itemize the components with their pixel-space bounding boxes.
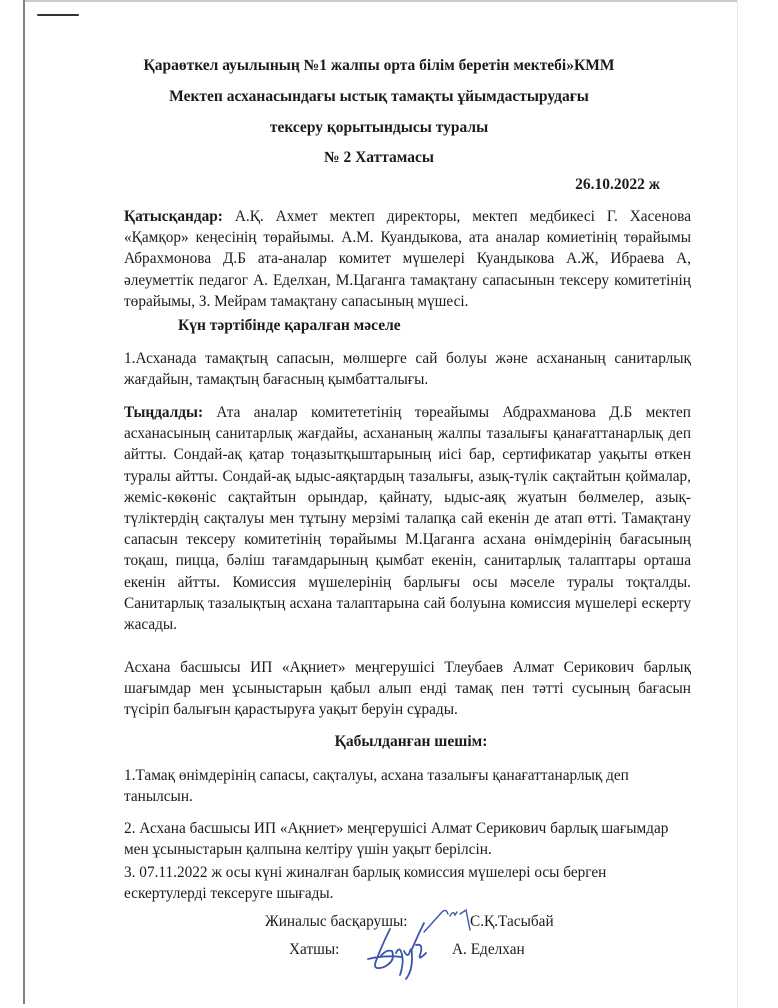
decision-item-1: 1.Тамақ өнімдерінің сапасы, сақталуы, асхана тазалығы қанағаттанарлық деп танылсын. — [124, 767, 629, 806]
agenda-item: 1.Асханада тамақтың сапасын, мөлшерге сай болуы және асхананың санитарлық жағдайын, тамақтың бағасның қымбатталығы. — [124, 350, 691, 389]
secretary-name: А. Еделхан — [452, 941, 525, 958]
document-date: 26.10.2022 ж — [575, 176, 660, 193]
subject-heading: Мектеп асханасындағы ыстық тамақты ұйымдастырудағы — [169, 88, 589, 105]
subject-heading-cont: тексеру қорытындысы туралы — [269, 119, 489, 136]
heard-text: Ата аналар комитететінің төреайымы Абдрахманова Д.Б мектеп асханасының санитарлық жағдайы, асхананың жалпы тазалығы қанағаттанарлық деп айтты. Сондай-ақ қатар тоңазытқыштарының иісі бар, сертификатар уақыты өткен туралы айтты. Сондай-ақ ыдыс-аяқтардың тазалығы, азық-түлік сақтайтын қоймалар, жеміс-көкөніс сақтайтын орындар, қайнату, ыдыс-аяқ жуатын бөлмелер, азық-түліктердің сақталуы мен тұтыну мерзімі талапқа сай екенін де атап өтті. Тамақтану сапасын тексеру комитетінің төрайымы М.Цаганга асхана өнімдерінің бағасының тоқаш, пицца, бәліш тағамдарының қымбат екенін, санитарлық талаптары орташа екенін айтты. Комиссия мүшелерінің барлығы осы мәселе туралы тоқталды. Санитарлық тазалықтың асхана талаптарына сай болуына комиссия мүшелері ескерту жасады. — [124, 404, 691, 634]
decision-item-2: 2. Асхана басшысы ИП «Ақниет» меңгерушісі Алмат Серикович барлық шағымдар мен ұсыныстарын қалпына келтіру үшін уақыт берілсін. — [124, 820, 669, 859]
protocol-number: № 2 Хаттамасы — [324, 149, 434, 166]
secretary-label: Хатшы: — [289, 941, 340, 958]
school-name-heading: Қараөткел ауылының №1 жалпы орта білім беретін мектебі»КММ — [143, 57, 615, 74]
response-paragraph: Асхана басшысы ИП «Ақниет» меңгерушісі Тлеубаев Алмат Серикович барлық шағымдар мен ұсыныстарын қабыл алып енді тамақ пен тәтті сусының бағасын түсіріп балығын қарастыруға уақыт беруін сұрады. — [124, 659, 691, 719]
participants-label: Қатысқандар: — [124, 208, 223, 225]
participants-text: А.Қ. Ахмет мектеп директоры, мектеп медбикесі Г. Хасенова «Қамқор» кеңесінің төрайымы. А.М. Куандыкова, ата аналар комиетінің төрайымы Абрахмонова Д.Б ата-аналар комитет мүшелері Куандыкова А.Ж, Ибраева А, әлеуметтік педагог А. Еделхан, М.Цаганга тамақтану сапасынын тексеру комитетінің төрайымы, З. Мейрам тамақтану сапасының мүшесі. — [124, 208, 691, 310]
participants-paragraph — [124, 206, 691, 312]
decision-heading: Қабылданған шешім: — [334, 733, 488, 750]
chair-label: Жиналыс басқарушы: — [265, 913, 408, 930]
chair-name: С.Қ.Тасыбай — [470, 913, 554, 930]
heard-paragraph — [124, 402, 691, 635]
agenda-heading: Күн тәртібінде қаралған мәселе — [178, 317, 401, 334]
heard-label: Тыңдалды: — [124, 404, 204, 421]
secretary-signature-icon — [362, 915, 442, 983]
decision-item-3: 3. 07.11.2022 ж осы күні жиналған барлық комиссия мүшелері осы берген ескертулерді тексеруге шығады. — [124, 864, 607, 903]
